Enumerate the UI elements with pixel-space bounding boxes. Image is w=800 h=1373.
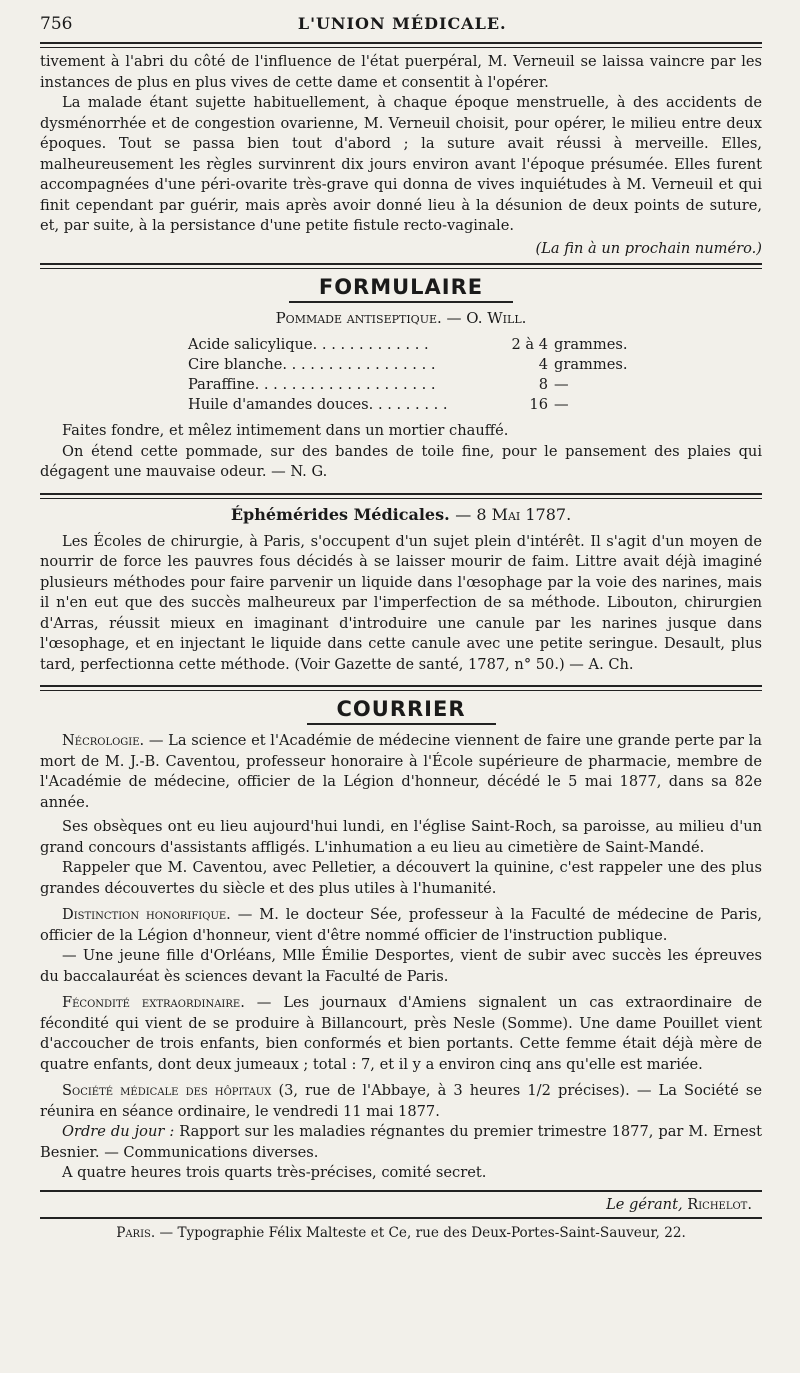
recipe-table [188,335,627,415]
ingredient-unit: grammes. [554,356,628,373]
ingredient-unit: — [554,396,569,413]
footer-rule [40,1217,762,1219]
obseques-paragraph: Ses obsèques ont eu lieu aujourd'hui lundi, en l'église Saint-Roch, sa paroisse, au milieu d'un grand concours d'assistants affligés. L'inhumation a eu lieu au cimetière de Saint-Mandé. [40,818,762,856]
ordre-paragraph: Ordre du jour : Rapport sur les maladies régnantes du premier trimestre 1877, par M. Ernest Besnier. — Communications diverses. [40,1123,763,1161]
necrologie-paragraph: Nécrologie. — La science et l'Académie de médecine viennent de faire une grande perte par la mort de M. J.-B. Caventou, professeur honoraire à l'École supérieure de pharmacie, membre de l'Académie de médecine, officier de la Légion d'honneur, décédé le 5 mai 1877, dans sa 82e année. [40,732,762,811]
section-rule [40,263,762,269]
page-number: 756 [40,14,73,34]
orleans-paragraph: — Une jeune fille d'Orléans, Mlle Émilie Desportes, vient de subir avec succès les épreuves du baccalauréat ès sciences devant la Faculté de Paris. [40,947,762,985]
formulaire-subtitle: Pommade antiseptique. — O. Will. [275,309,527,327]
ingredient-name: Cire blanche. . . . . . . . . . . . . . . . . [188,356,436,373]
imprint-city: Paris. [116,1224,156,1241]
ephemerides-title: Éphémérides Médicales. — 8 Mai 1787. [230,504,572,524]
section-rule [40,493,762,499]
section-rule [40,685,762,691]
ephemerides-date: — 8 Mai 1787. [455,504,572,524]
recipe-row [188,375,627,395]
courrier-title: COURRIER [40,697,762,725]
formulaire-title: FORMULAIRE [40,275,762,303]
fecondite-paragraph: Fécondité extraordinaire. — Les journaux d'Amiens signalent un cas extraordinaire de fécondité qui vient de se produire à Billancourt, près Nesle (Somme). Une dame Pouillet vient d'accoucher de trois enfants, bien conformés et bien portants. Cette femme était déjà mère de quatre enfants, dont deux jumeaux ; total : 7, et il y a environ cinq ans qu'elle est mariée. [40,994,762,1073]
rappeler-paragraph: Rappeler que M. Caventou, avec Pelletier, a découvert la quinine, c'est rappeler une des plus grandes découvertes du siècle et des plus utiles à l'humanité. [40,859,762,897]
ingredient-name: Huile d'amandes douces. . . . . . . . . [188,396,448,413]
ingredient-name: Paraffine. . . . . . . . . . . . . . . . . . . . [188,376,436,393]
distinction-label: Distinction honorifique. [62,906,231,923]
ingredient-quantity: 16 [529,396,548,413]
recipe-row [188,395,627,415]
continuation-paragraph-1: tivement à l'abri du côté de l'influence de l'état puerpéral, M. Verneuil se laissa vaincre par les instances de plus en plus vives de cette dame et consentit à l'opérer. [40,53,762,91]
recipe-row [188,335,627,355]
ingredient-quantity: 4 [538,356,548,373]
continuation-closing: (La fin à un prochain numéro.) [535,239,762,257]
ingredient-quantity: 8 [538,376,548,393]
journal-title: L'UNION MÉDICALE. [297,14,507,33]
imprint: Paris. — Typographie Félix Malteste et Ce, rue des Deux-Portes-Saint-Sauveur, 22. [116,1224,686,1241]
ingredient-name: Acide salicylique. . . . . . . . . . . . . [188,336,429,353]
fecondite-label: Fécondité extraordinaire. [62,994,245,1011]
running-head [40,14,762,38]
ephemerides-text: Les Écoles de chirurgie, à Paris, s'occupent d'un sujet plein d'intérêt. Il s'agit d'un moyen de nourrir de force les pauvres fous décidés à se laisser mourir de faim. Littre avait déjà imaginé plusieurs méthodes pour faire parvenir un liquide dans l'œsophage par la voie des narines, mais il n'en eut que des succès malheureux par l'imperfection de sa méthode. Libouton, chirurgien d'Arras, réussit mieux en imaginant d'introduire une canule par les narines jusque dans l'œsophage, et en injectant le liquide dans cette canule avec une petite seringue. Desault, plus tard, perfectionna cette méthode. (Voir Gazette de santé, 1787, n° 50.) — A. Ch. [40,532,762,673]
journal-page [40,14,762,1359]
formulaire-paragraph-2: On étend cette pommade, sur des bandes de toile fine, pour le pansement des plaies qui dégagent une mauvaise odeur. — N. G. [40,442,762,480]
ingredient-unit: grammes. [554,336,628,353]
footer-rule [40,1190,762,1192]
distinction-paragraph: Distinction honorifique. — M. le docteur Sée, professeur à la Faculté de médecine de Paris, officier de la Légion d'honneur, vient d'être nommé officier de l'instruction publique. [40,906,763,944]
ingredient-unit: — [554,376,569,393]
ordre-label: Ordre du jour : [62,1123,175,1140]
continuation-paragraph-2: La malade étant sujette habituellement, à chaque époque menstruelle, à des accidents de dysménorrhée et de congestion ovarienne, M. Verneuil choisit, pour opérer, le milieu entre deux époques. Tout se passa bien tout d'abord ; la suture avait réussi à merveille. Elles, malheureusement les règles survinrent dix jours environ avant l'époque présumée. Elles furent accompagnées d'une péri-ovarite très-grave qui donna de vives inquiétudes à M. Verneuil et qui finit cependant par guérir, mais après avoir donné lieu à la désunion de deux points de suture, et, par suite, à la persistance d'une petite fistule recto-vaginale. [40,94,762,234]
signature: Le gérant, Richelot. [606,1195,752,1213]
header-rule [40,42,762,48]
comite-paragraph: A quatre heures trois quarts très-précises, comité secret. [62,1164,487,1181]
societe-paragraph: Société médicale des hôpitaux (3, rue de l'Abbaye, à 3 heures 1/2 précises). — La Société se réunira en séance ordinaire, le vendredi 11 mai 1877. [40,1082,762,1120]
necrologie-label: Nécrologie. [62,732,145,749]
formulaire-paragraph-1: Faites fondre, et mêlez intimement dans un mortier chauffé. [62,422,509,439]
societe-label: Société médicale des hôpitaux [62,1082,272,1099]
ingredient-quantity: 2 à 4 [511,336,548,353]
signature-name: Richelot. [687,1195,752,1213]
recipe-row [188,355,627,375]
